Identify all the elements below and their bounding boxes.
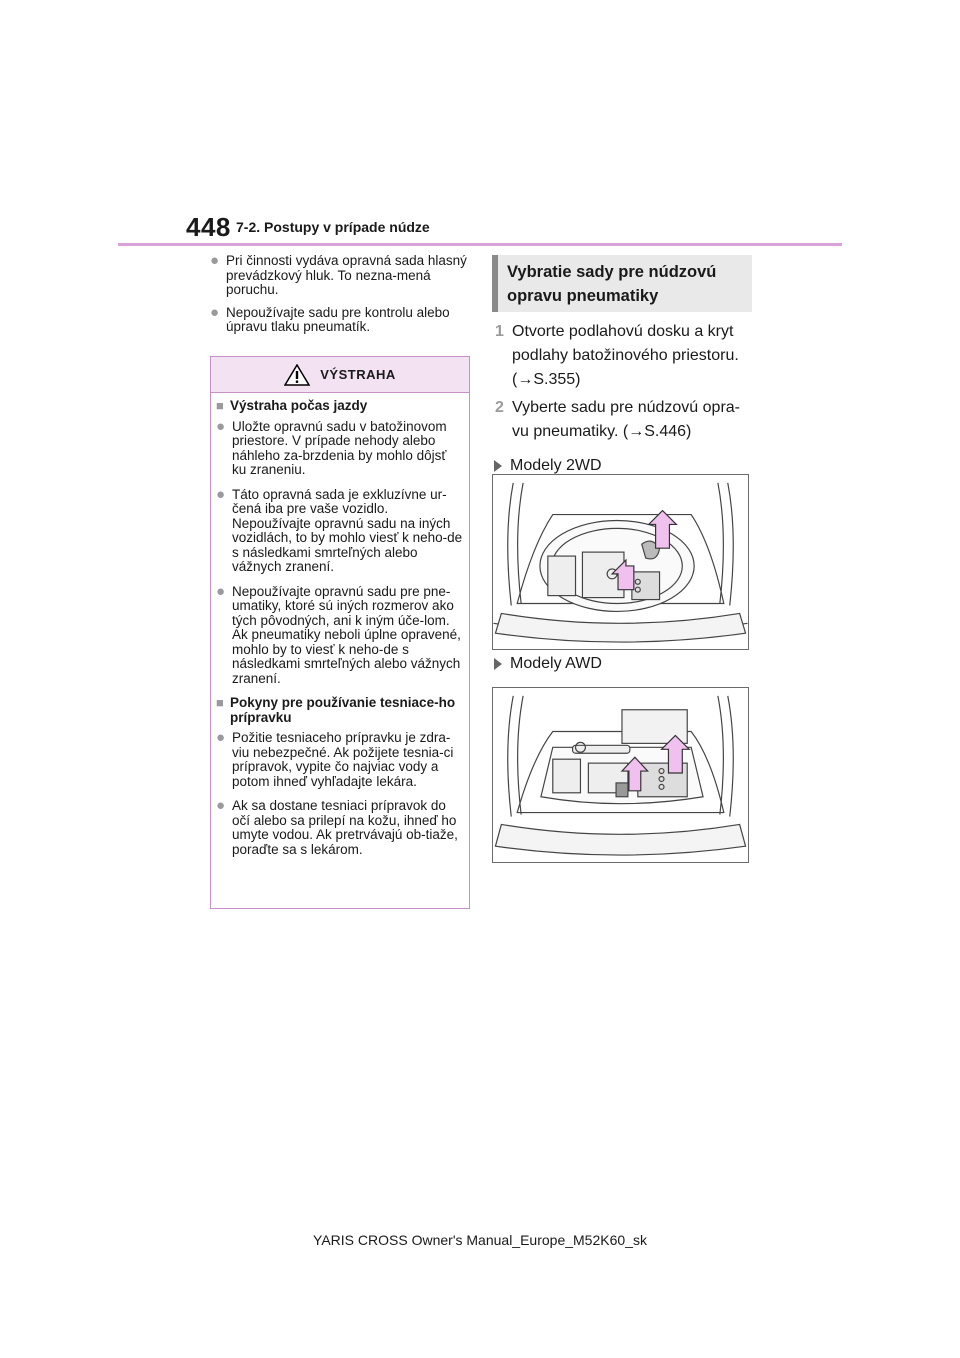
warning-body xyxy=(211,393,469,857)
triangle-marker-icon xyxy=(494,658,502,670)
model-label-2wd: Modely 2WD xyxy=(492,456,752,476)
bullet-icon: ● xyxy=(210,252,220,269)
model-label-awd-wrap xyxy=(492,654,602,674)
warning-item: ● Požitie tesniaceho prípravku je zdra-viu nebezpečné. Ak požijete tesnia-ci prípravok, vypite čo najviac vody a potom ihneď vyhľadajte lekára. xyxy=(216,729,454,789)
bullet-icon: ● xyxy=(216,797,226,814)
square-bullet-icon: ■ xyxy=(216,695,224,710)
left-column xyxy=(210,254,472,343)
illustration-2wd-trunk xyxy=(492,474,749,650)
section-title: 7-2. Postupy v prípade núdze xyxy=(236,219,430,235)
model-label-awd: Modely AWD xyxy=(492,654,602,674)
bullet-icon: ● xyxy=(210,303,220,321)
square-bullet-icon: ■ xyxy=(216,398,224,413)
warning-item: ● Táto opravná sada je exkluzívne ur-čená iba pre vaše vozidlo. Nepoužívajte opravnú sadu na iných vozidlách, to by mohlo viesť k neho-de s následkami smrteľných alebo vážnych zranení. xyxy=(216,485,463,574)
warning-box xyxy=(210,356,470,909)
bullet-icon: ● xyxy=(216,485,226,503)
note-item: ● Pri činnosti vydáva opravná sada hlasný prevádzkový hluk. To nezna-mená poruchu. xyxy=(210,252,467,297)
bullet-icon: ● xyxy=(216,582,226,600)
section-heading: Vybratie sady pre núdzovú opravu pneumatiky xyxy=(492,255,752,312)
page-number: 448 xyxy=(186,212,231,242)
bullet-icon: ● xyxy=(216,729,226,746)
page-reference-link[interactable]: (→S.355) xyxy=(512,371,581,388)
triangle-marker-icon xyxy=(494,460,502,472)
warning-item: ● Ak sa dostane tesniaci prípravok do očí alebo sa prilepí na kožu, ihneď ho umyte vodou. Ak pretrvávajú ob-tiaže, poraďte sa s lekárom. xyxy=(216,797,458,857)
warning-title: VÝSTRAHA xyxy=(320,367,396,382)
page-footer: YARIS CROSS Owner's Manual_Europe_M52K60_sk xyxy=(313,1232,647,1248)
step-1: 1 Otvorte podlahovú dosku a kryt podlahy batožinového priestoru. (→S.355) xyxy=(495,323,739,388)
warning-item: ● Uložte opravnú sadu v batožinovom priestore. V prípade nehody alebo náhleho za-brzdenia by mohlo dôjsť ku zraneniu. xyxy=(216,417,447,477)
warning-item: ● Nepoužívajte opravnú sadu pre pne-umatiky, ktoré sú iných rozmerov ako tých pôvodných, ani k iným úče-lom. Ak pneumatiky neboli úplne opravené, mohlo by to viesť k neho-de s následkami smrteľných alebo vážnych zranení. xyxy=(216,582,461,686)
note-item: ● Nepoužívajte sadu pre kontrolu alebo úpravu tlaku pneumatík. xyxy=(210,303,450,334)
right-column xyxy=(492,255,752,476)
warning-header xyxy=(211,357,469,393)
warning-icon xyxy=(284,364,310,386)
illustration-awd-trunk xyxy=(492,687,749,863)
warning-subheading: ■ Pokyny pre používanie tesniace-ho prípravku xyxy=(216,695,456,725)
warning-subheading: ■ Výstraha počas jazdy xyxy=(216,398,368,413)
header-rule xyxy=(118,243,842,246)
step-2: 2 Vyberte sadu pre núdzovú opra- vu pneumatiky. (→S.446) xyxy=(495,399,740,440)
bullet-icon: ● xyxy=(216,417,226,435)
